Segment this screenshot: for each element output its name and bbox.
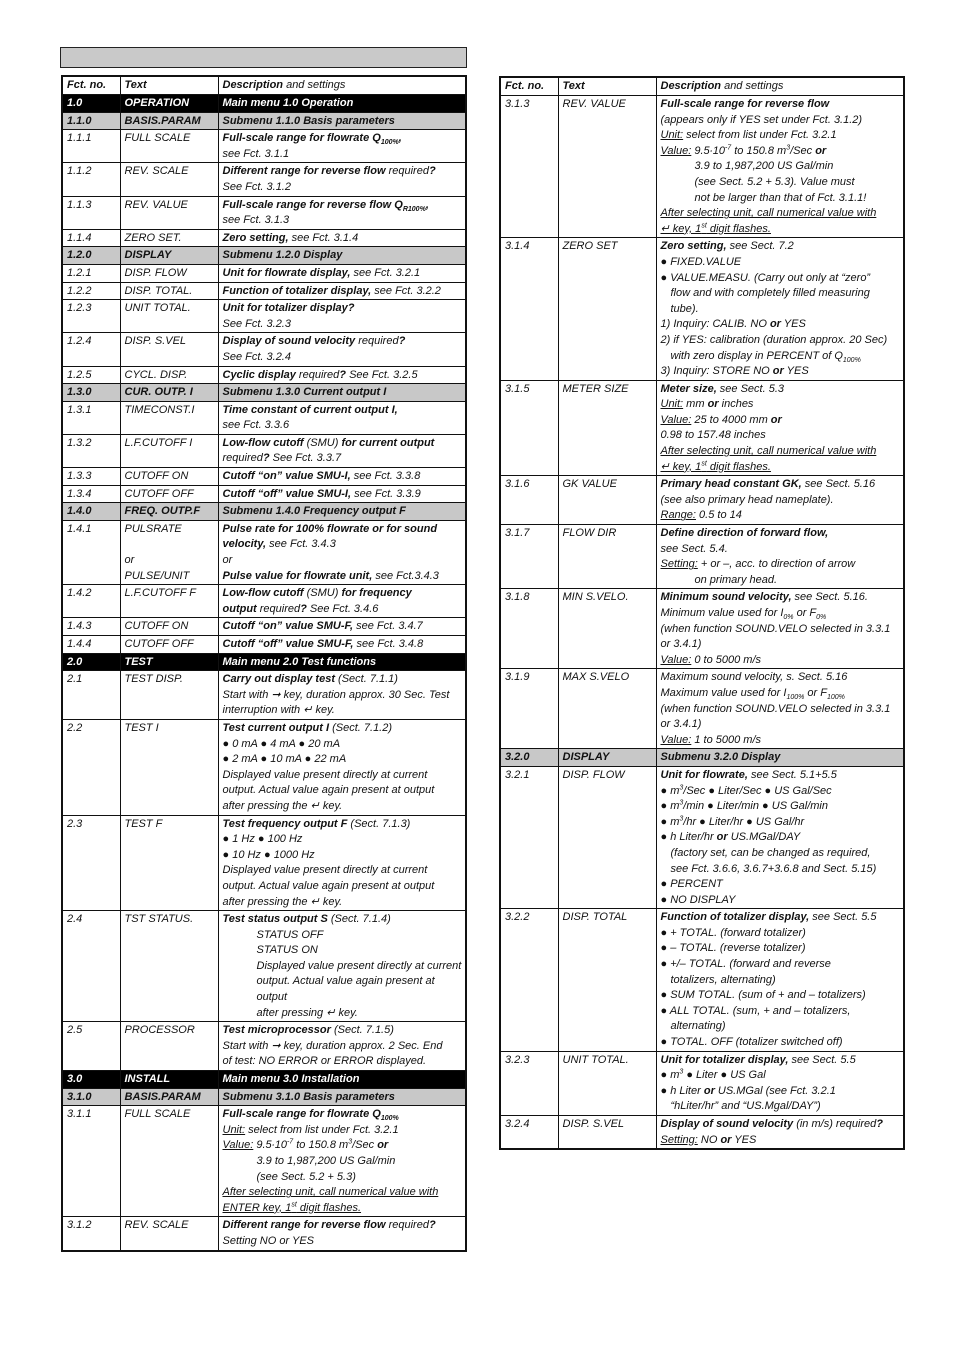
fct-text: CUTOFF OFF xyxy=(120,485,218,503)
function-row xyxy=(500,380,904,476)
fct-text: BASIS.PARAM xyxy=(120,1088,218,1106)
fct-no: 1.1.1 xyxy=(62,130,120,163)
function-row xyxy=(62,485,466,503)
fct-text: CUTOFF OFF xyxy=(120,636,218,654)
function-row xyxy=(62,815,466,911)
function-row xyxy=(62,434,466,467)
fct-no: 3.1.6 xyxy=(500,476,558,525)
fct-description: Cutoff “off” value SMU-F, see Fct. 3.4.8 xyxy=(218,636,466,654)
fct-no: 1.2.3 xyxy=(62,300,120,333)
function-row xyxy=(62,163,466,196)
fct-description: Carry out display test (Sect. 7.1.1) Start with ➞ key, duration approx. 30 Sec. Test interruption with ↵ key. xyxy=(218,671,466,720)
fct-no: 1.1.3 xyxy=(62,196,120,229)
header-fct-no: Fct. no. xyxy=(62,76,120,95)
function-row xyxy=(500,669,904,749)
fct-text: CYCL. DISP. xyxy=(120,366,218,384)
fct-no: 1.4.3 xyxy=(62,618,120,636)
fct-description: Full-scale range for reverse flow $Q_{R100\%}$, see Fct. 3.1.3 xyxy=(218,196,466,229)
fct-no: 3.1.9 xyxy=(500,669,558,749)
table-header-row xyxy=(62,76,466,95)
fct-no: 3.2.2 xyxy=(500,909,558,1051)
fct-text: FLOW DIR xyxy=(558,525,656,589)
function-table-right xyxy=(499,76,905,1150)
main-menu-row xyxy=(62,1071,466,1089)
fct-text: METER SIZE xyxy=(558,380,656,476)
fct-description: Full-scale range for flowrate $Q_{100\%}$, see Fct. 3.1.1 xyxy=(218,130,466,163)
fct-no: 1.1.0 xyxy=(62,112,120,130)
submenu-row xyxy=(62,384,466,402)
fct-description: Minimum sound velocity, see Sect. 5.16. Minimum value used for $I_{0\%}$ or $F_{0\%}$ (when function SOUND.VELO selected in 3.3.1 or 3.4.1) Value: 0 to 5000 m/s xyxy=(656,589,904,669)
fct-no: 1.4.0 xyxy=(62,503,120,521)
fct-text: TST STATUS. xyxy=(120,911,218,1022)
fct-text: REV. VALUE xyxy=(558,96,656,238)
header-description: Description and settings xyxy=(656,77,904,96)
fct-description: Cutoff “off” value SMU-I, see Fct. 3.3.9 xyxy=(218,485,466,503)
function-row xyxy=(62,719,466,815)
fct-no: 1.3.0 xyxy=(62,384,120,402)
fct-description: Submenu 1.2.0 Display xyxy=(218,247,466,265)
fct-description: Full-scale range for reverse flow (appears only if YES set under Fct. 3.1.2) Unit: select from list under Fct. 3.2.1 Value: $9.5\cdot 10^{-7}$ to 150.8 $m^3$/Sec or 3.9 to 1,987,200 US Gal/min (see Sect. 5.2 + 5.3). Value must not be larger than that of Fct. 3.1.1! After selecting unit, call numerical value with ↵ key, 1st digit flashes. xyxy=(656,96,904,238)
function-row xyxy=(500,525,904,589)
fct-text: FULL SCALE xyxy=(120,130,218,163)
fct-text: PROCESSOR xyxy=(120,1022,218,1071)
submenu-row xyxy=(62,503,466,521)
fct-text: DISP. FLOW xyxy=(558,766,656,908)
function-row xyxy=(500,766,904,908)
fct-text: OPERATION xyxy=(120,95,218,113)
fct-description: Pulse rate for 100% flowrate or for sound velocity, see Fct. 3.4.3 or Pulse value for flowrate unit, see Fct.3.4.3 xyxy=(218,520,466,584)
fct-no: 1.2.5 xyxy=(62,366,120,384)
header-fct-no: Fct. no. xyxy=(500,77,558,96)
fct-no: 3.2.0 xyxy=(500,749,558,767)
fct-text: ZERO SET. xyxy=(120,229,218,247)
fct-description: Cyclic display required? See Fct. 3.2.5 xyxy=(218,366,466,384)
fct-text: TIMECONST.I xyxy=(120,401,218,434)
function-row xyxy=(62,520,466,584)
fct-text: TEST xyxy=(120,653,218,671)
fct-description: Submenu 1.3.0 Current output I xyxy=(218,384,466,402)
fct-description: Different range for reverse flow required? Setting NO or YES xyxy=(218,1217,466,1251)
fct-description: Test microprocessor (Sect. 7.1.5) Start with ➞ key, duration approx. 2 Sec. End of test: NO ERROR or ERROR displayed. xyxy=(218,1022,466,1071)
function-row xyxy=(62,130,466,163)
fct-no: 1.1.4 xyxy=(62,229,120,247)
table-header-row xyxy=(500,77,904,96)
fct-text: ZERO SET xyxy=(558,238,656,380)
fct-text: GK VALUE xyxy=(558,476,656,525)
fct-text: DISP. TOTAL xyxy=(558,909,656,1051)
fct-text: CUR. OUTP. I xyxy=(120,384,218,402)
fct-description: Unit for flowrate, see Sect. 5.1+5.5 ● $m^3$/Sec ● Liter/Sec ● US Gal/Sec ● $m^3/\min$ ● Liter/min ● US Gal/min ● $m^3/hr$ ● Liter/hr ● US Gal/hr ● h Liter/hr or US.MGal/DAY (factory set, can be changed as required, see Fct. 3.6.6, 3.6.7+3.6.8 and Sect. 5.15) ● PERCENT ● NO DISPLAY xyxy=(656,766,904,908)
function-row xyxy=(62,1217,466,1251)
header-text: Text xyxy=(120,76,218,95)
fct-no: 3.1.1 xyxy=(62,1106,120,1217)
fct-no: 1.2.1 xyxy=(62,264,120,282)
fct-text: L.F.CUTOFF F xyxy=(120,585,218,618)
function-row xyxy=(62,196,466,229)
fct-description: Low-flow cutoff (SMU) for current output required? See Fct. 3.3.7 xyxy=(218,434,466,467)
function-row xyxy=(62,585,466,618)
function-row xyxy=(500,96,904,238)
fct-no: 1.3.1 xyxy=(62,401,120,434)
function-row xyxy=(62,671,466,720)
fct-description: Unit for totalizer display, see Sect. 5.5 ● $m^3$ ● Liter ● US Gal ● h Liter or US.MGal (see Fct. 3.2.1 “hLiter/hr” and “US.Mgal/DAY”) xyxy=(656,1051,904,1115)
fct-no: 1.2.4 xyxy=(62,333,120,366)
fct-description: Primary head constant GK, see Sect. 5.16 (see also primary head nameplate). Range: 0.5 to 14 xyxy=(656,476,904,525)
fct-description: Function of totalizer display, see Fct. 3.2.2 xyxy=(218,282,466,300)
function-row xyxy=(62,911,466,1022)
fct-text: UNIT TOTAL. xyxy=(558,1051,656,1115)
function-row xyxy=(500,1051,904,1115)
fct-description: Cutoff “on” value SMU-I, see Fct. 3.3.8 xyxy=(218,468,466,486)
fct-no: 3.0 xyxy=(62,1071,120,1089)
function-row xyxy=(62,264,466,282)
fct-no: 3.1.7 xyxy=(500,525,558,589)
function-row xyxy=(500,909,904,1051)
function-row xyxy=(62,333,466,366)
fct-description: Submenu 3.2.0 Display xyxy=(656,749,904,767)
function-row xyxy=(500,589,904,669)
fct-description: Maximum sound velocity, s. Sect. 5.16 Maximum value used for $I_{100\%}$ or $F_{100\%}$ (when function SOUND.VELO selected in 3.3.1 or 3.4.1) Value: 1 to 5000 m/s xyxy=(656,669,904,749)
fct-description: Function of totalizer display, see Sect. 5.5 ● + TOTAL. (forward totalizer) ● – TOTAL. (reverse totalizer) ● +/– TOTAL. (forward and reverse totalizers, alternating) ● SUM TOTAL. (sum of + and – totalizers) ● ALL TOTAL. (sum, + and – totalizers, alternating) ● TOTAL. OFF (totalizer switched off) xyxy=(656,909,904,1051)
fct-text: DISP. S.VEL xyxy=(120,333,218,366)
fct-no: 1.4.4 xyxy=(62,636,120,654)
fct-text: REV. SCALE xyxy=(120,1217,218,1251)
function-row xyxy=(500,238,904,380)
fct-description: Cutoff “on” value SMU-F, see Fct. 3.4.7 xyxy=(218,618,466,636)
fct-text: DISP. TOTAL. xyxy=(120,282,218,300)
fct-no: 3.1.8 xyxy=(500,589,558,669)
fct-no: 1.1.2 xyxy=(62,163,120,196)
fct-text: TEST DISP. xyxy=(120,671,218,720)
submenu-row xyxy=(500,749,904,767)
fct-description: Main menu 2.0 Test functions xyxy=(218,653,466,671)
function-row xyxy=(62,366,466,384)
fct-no: 3.1.5 xyxy=(500,380,558,476)
fct-no: 3.1.4 xyxy=(500,238,558,380)
fct-description: Meter size, see Sect. 5.3 Unit: mm or inches Value: 25 to 4000 mm or 0.98 to 157.48 inches After selecting unit, call numerical value with ↵ key, 1st digit flashes. xyxy=(656,380,904,476)
fct-description: Submenu 3.1.0 Basis parameters xyxy=(218,1088,466,1106)
fct-text: MAX S.VELO xyxy=(558,669,656,749)
fct-description: Low-flow cutoff (SMU) for frequency output required? See Fct. 3.4.6 xyxy=(218,585,466,618)
fct-description: Zero setting, see Sect. 7.2 ● FIXED.VALUE ● VALUE.MEASU. (Carry out only at “zero” flow and with completely filled measuring tube). 1) Inquiry: CALIB. NO or YES 2) if YES: calibration (duration approx. 20 Sec) with zero display in PERCENT of $Q_{100\%}$ 3) Inquiry: STORE NO or YES xyxy=(656,238,904,380)
fct-description: Zero setting, see Fct. 3.1.4 xyxy=(218,229,466,247)
fct-description: Different range for reverse flow required? See Fct. 3.1.2 xyxy=(218,163,466,196)
submenu-row xyxy=(62,247,466,265)
function-row xyxy=(62,1022,466,1071)
fct-description: Main menu 3.0 Installation xyxy=(218,1071,466,1089)
fct-text: DISP. S.VEL xyxy=(558,1116,656,1150)
function-row xyxy=(62,282,466,300)
fct-text: DISPLAY xyxy=(120,247,218,265)
fct-text: TEST F xyxy=(120,815,218,911)
fct-description: Test status output S (Sect. 7.1.4) STATUS OFF STATUS ON Displayed value present directly at current output. Actual value again present at output after pressing ↵ key. xyxy=(218,911,466,1022)
function-row xyxy=(62,229,466,247)
fct-no: 3.2.1 xyxy=(500,766,558,908)
fct-text: FREQ. OUTP.F xyxy=(120,503,218,521)
fct-description: Submenu 1.1.0 Basis parameters xyxy=(218,112,466,130)
function-row xyxy=(62,1106,466,1217)
fct-no: 3.1.0 xyxy=(62,1088,120,1106)
fct-no: 1.0 xyxy=(62,95,120,113)
fct-no: 1.3.3 xyxy=(62,468,120,486)
fct-description: Test current output I (Sect. 7.1.2) ● 0 mA ● 4 mA ● 20 mA ● 2 mA ● 10 mA ● 22 mA Displayed value present directly at current output. Actual value again present at output after pressing the ↵ key. xyxy=(218,719,466,815)
fct-text: DISPLAY xyxy=(558,749,656,767)
fct-no: 2.4 xyxy=(62,911,120,1022)
fct-text: REV. SCALE xyxy=(120,163,218,196)
fct-text: BASIS.PARAM xyxy=(120,112,218,130)
fct-description: Unit for totalizer display? See Fct. 3.2.3 xyxy=(218,300,466,333)
function-table-left xyxy=(61,75,467,1252)
fct-text: PULSRATE or PULSE/UNIT xyxy=(120,520,218,584)
fct-text: CUTOFF ON xyxy=(120,618,218,636)
fct-text: TEST I xyxy=(120,719,218,815)
submenu-row xyxy=(62,1088,466,1106)
main-menu-row xyxy=(62,95,466,113)
fct-no: 3.1.3 xyxy=(500,96,558,238)
fct-text: UNIT TOTAL. xyxy=(120,300,218,333)
fct-text: FULL SCALE xyxy=(120,1106,218,1217)
fct-no: 3.2.3 xyxy=(500,1051,558,1115)
function-row xyxy=(62,468,466,486)
submenu-row xyxy=(62,112,466,130)
fct-description: Submenu 1.4.0 Frequency output F xyxy=(218,503,466,521)
fct-description: Time constant of current output I, see Fct. 3.3.6 xyxy=(218,401,466,434)
function-row xyxy=(500,476,904,525)
fct-text: REV. VALUE xyxy=(120,196,218,229)
fct-no: 1.2.2 xyxy=(62,282,120,300)
fct-no: 2.1 xyxy=(62,671,120,720)
fct-no: 3.2.4 xyxy=(500,1116,558,1150)
fct-description: Display of sound velocity (in m/s) required? Setting: NO or YES xyxy=(656,1116,904,1150)
function-row xyxy=(62,300,466,333)
fct-description: Full-scale range for flowrate $Q_{100\%}$ Unit: select from list under Fct. 3.2.1 Value: $9.5\cdot 10^{-7}$ to 150.8 $m^3$/Sec or 3.9 to 1,987,200 US Gal/min (see Sect. 5.2 + 5.3) After selecting unit, call numerical value with ENTER key, 1st digit flashes. xyxy=(218,1106,466,1217)
fct-text: L.F.CUTOFF I xyxy=(120,434,218,467)
fct-text: MIN S.VELO. xyxy=(558,589,656,669)
fct-no: 1.4.2 xyxy=(62,585,120,618)
fct-no: 2.2 xyxy=(62,719,120,815)
fct-no: 3.1.2 xyxy=(62,1217,120,1251)
fct-description: Define direction of forward flow, see Sect. 5.4. Setting: + or –, acc. to direction of arrow on primary head. xyxy=(656,525,904,589)
fct-description: Test frequency output F (Sect. 7.1.3) ● 1 Hz ● 100 Hz ● 10 Hz ● 1000 Hz Displayed value present directly at current output. Actual value again present at output after pressing the ↵ key. xyxy=(218,815,466,911)
fct-no: 1.2.0 xyxy=(62,247,120,265)
function-row xyxy=(62,636,466,654)
fct-no: 1.3.4 xyxy=(62,485,120,503)
fct-no: 1.4.1 xyxy=(62,520,120,584)
section-header-bar xyxy=(60,47,467,68)
fct-no: 2.0 xyxy=(62,653,120,671)
main-menu-row xyxy=(62,653,466,671)
fct-description: Display of sound velocity required? See Fct. 3.2.4 xyxy=(218,333,466,366)
fct-text: INSTALL xyxy=(120,1071,218,1089)
header-text: Text xyxy=(558,77,656,96)
fct-no: 2.3 xyxy=(62,815,120,911)
fct-no: 1.3.2 xyxy=(62,434,120,467)
fct-text: CUTOFF ON xyxy=(120,468,218,486)
fct-no: 2.5 xyxy=(62,1022,120,1071)
fct-description: Unit for flowrate display, see Fct. 3.2.1 xyxy=(218,264,466,282)
function-row xyxy=(62,618,466,636)
fct-description: Main menu 1.0 Operation xyxy=(218,95,466,113)
header-description: Description and settings xyxy=(218,76,466,95)
function-row xyxy=(500,1116,904,1150)
function-row xyxy=(62,401,466,434)
fct-text: DISP. FLOW xyxy=(120,264,218,282)
